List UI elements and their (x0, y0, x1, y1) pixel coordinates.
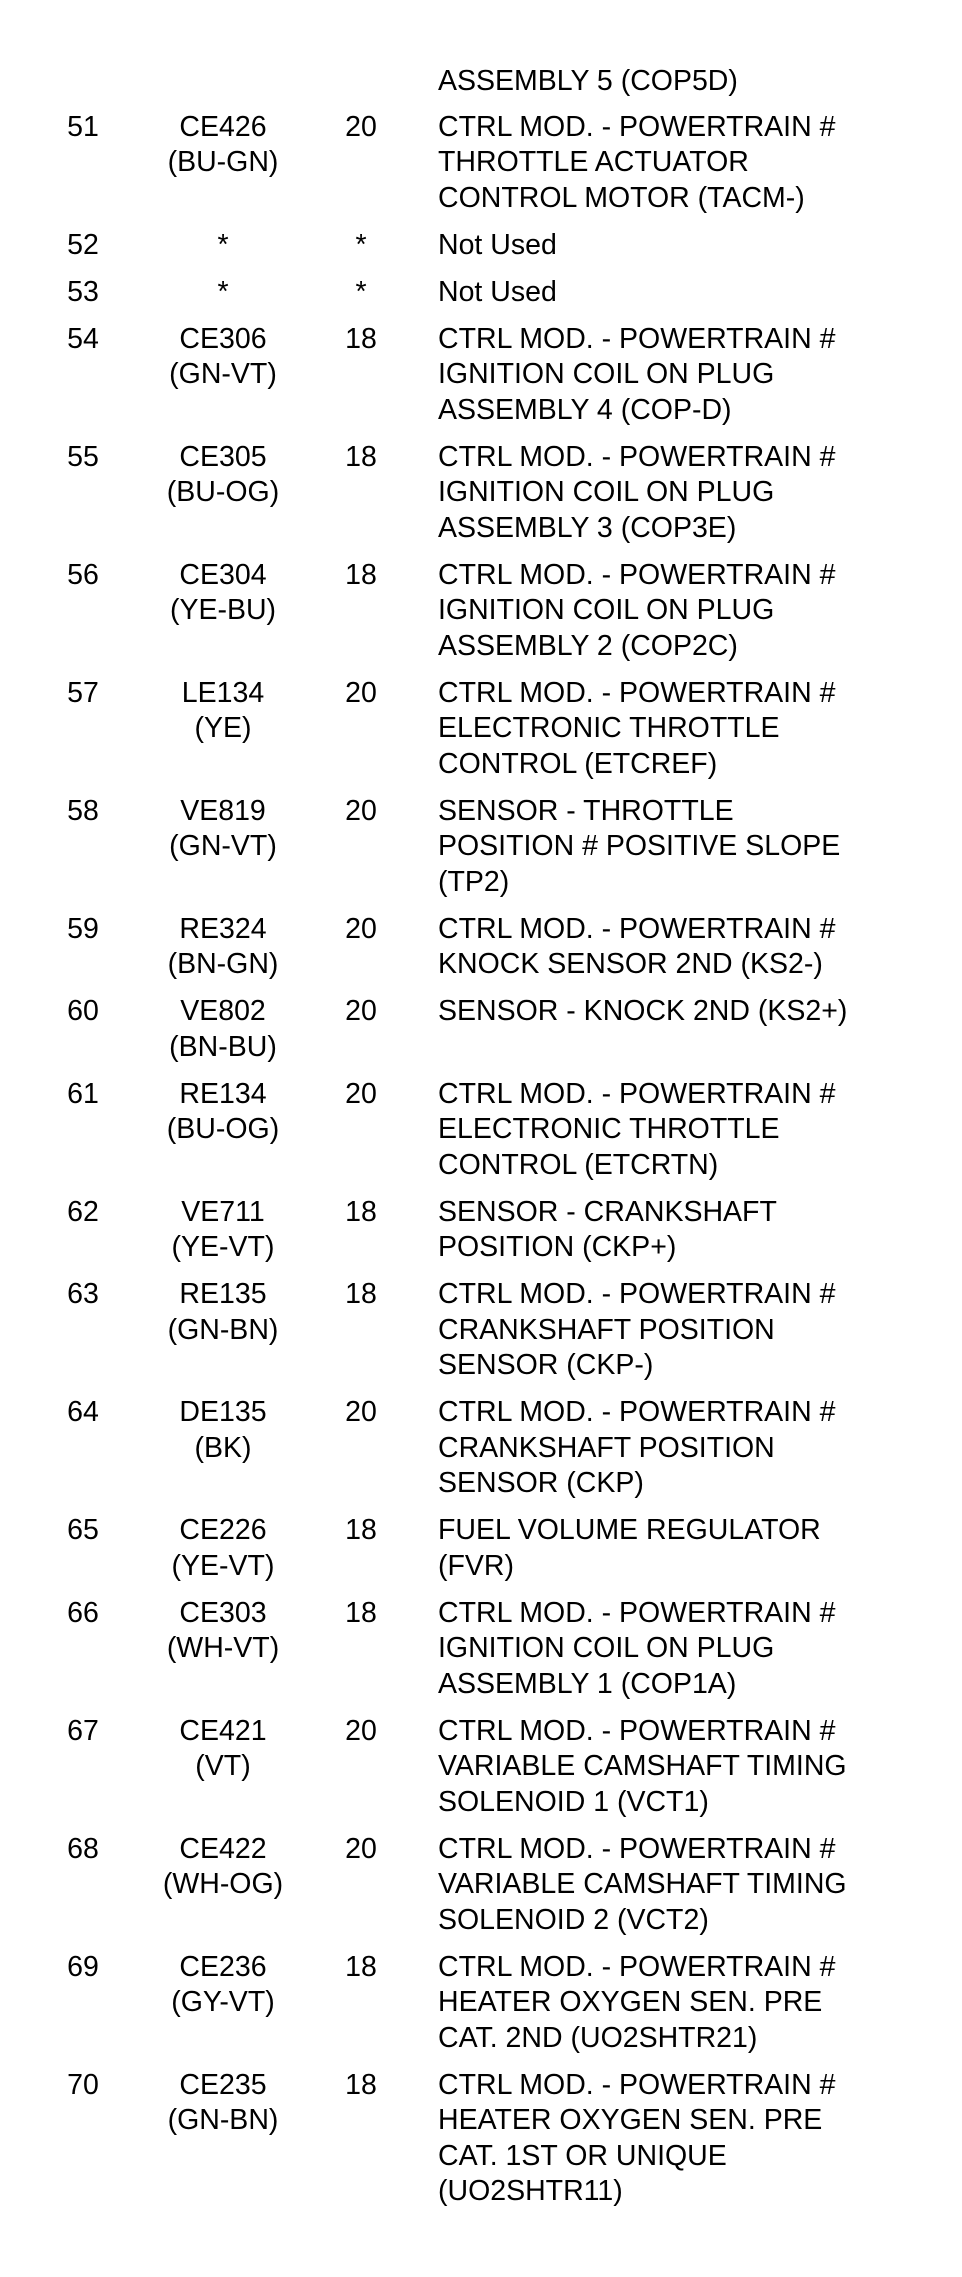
circuit-description-cell: CTRL MOD. - POWERTRAIN # IGNITION COIL ON PLUG ASSEMBLY 2 (COP2C) (438, 558, 836, 662)
circuit-description-cell: CTRL MOD. - POWERTRAIN # ELECTRONIC THROTTLE CONTROL (ETCRTN) (438, 1077, 836, 1181)
table-row (48, 1950, 928, 2057)
wire-id-cell: CE304 (YE-BU) (169, 558, 277, 626)
wire-id-cell: RE135 (GN-BN) (167, 1278, 279, 1346)
wire-id-cell: RE134 (BU-OG) (166, 1077, 280, 1145)
table-row (48, 322, 928, 429)
pin-number-cell: 68 (67, 1832, 99, 1865)
pin-number-cell: 63 (67, 1278, 99, 1310)
circuit-description-cell: SENSOR - KNOCK 2ND (KS2+) (438, 995, 848, 1027)
wire-id-cell: CE305 (BU-OG) (166, 440, 280, 508)
table-row (48, 1513, 928, 1584)
circuit-description-cell: ASSEMBLY 5 (COP5D) (438, 65, 738, 97)
wire-gauge-cell: 20 (345, 1832, 377, 1865)
wire-gauge-cell: * (355, 228, 367, 261)
pin-number-cell: 55 (67, 440, 99, 473)
wire-gauge-cell: 18 (345, 440, 377, 473)
wire-gauge-cell: 18 (345, 1195, 377, 1228)
table-row (48, 1277, 928, 1384)
circuit-description-cell: CTRL MOD. - POWERTRAIN # CRANKSHAFT POSITION SENSOR (CKP) (438, 1396, 836, 1499)
wire-id-cell: CE421 (VT) (179, 1714, 267, 1782)
wire-id-cell: * (217, 275, 229, 308)
wire-gauge-cell: 18 (345, 1514, 377, 1546)
table-row (48, 1596, 928, 1703)
wire-gauge-cell: 18 (345, 1950, 377, 1983)
pin-number-cell: 61 (67, 1077, 99, 1110)
wire-id-cell: LE134 (YE) (181, 676, 265, 744)
wire-gauge-cell: 20 (345, 110, 377, 143)
circuit-description-cell: CTRL MOD. - POWERTRAIN # VARIABLE CAMSHAFT TIMING SOLENOID 1 (VCT1) (438, 1714, 847, 1818)
table-row (48, 1832, 928, 1939)
wire-id-cell: CE422 (WH-OG) (162, 1832, 284, 1900)
circuit-description-cell: CTRL MOD. - POWERTRAIN # HEATER OXYGEN SEN. PRE CAT. 2ND (UO2SHTR21) (438, 1950, 836, 2054)
pin-number-cell: 53 (67, 275, 99, 308)
wire-id-cell: CE235 (GN-BN) (167, 2068, 279, 2136)
wire-gauge-cell: 18 (345, 1278, 377, 1310)
pin-number-cell: 67 (67, 1714, 99, 1747)
pin-number-cell: 52 (67, 228, 99, 261)
pin-number-cell: 70 (67, 2068, 99, 2101)
circuit-description-cell: Not Used (438, 228, 557, 261)
wire-gauge-cell: 18 (345, 1596, 377, 1629)
table-row (48, 1395, 928, 1502)
circuit-description-cell: CTRL MOD. - POWERTRAIN # KNOCK SENSOR 2ND (KS2-) (438, 912, 836, 980)
pin-number-cell: 54 (67, 322, 99, 355)
table-row (48, 64, 928, 100)
table-row (48, 912, 928, 983)
pin-number-cell: 60 (67, 995, 99, 1027)
wire-id-cell: CE236 (GY-VT) (171, 1950, 275, 2018)
table-row (48, 1714, 928, 1821)
table-row (48, 110, 928, 217)
wire-id-cell: CE303 (WH-VT) (166, 1596, 280, 1664)
wire-gauge-cell: 18 (345, 2068, 377, 2101)
wire-gauge-cell: 20 (345, 912, 377, 945)
wire-id-cell: VE711 (YE-VT) (171, 1195, 275, 1263)
pin-number-cell: 64 (67, 1396, 99, 1428)
wire-gauge-cell: 20 (345, 1396, 377, 1428)
wire-gauge-cell: 18 (345, 558, 377, 591)
circuit-description-cell: SENSOR - CRANKSHAFT POSITION (CKP+) (438, 1195, 777, 1263)
wire-gauge-cell: 20 (345, 1077, 377, 1110)
wire-id-cell: VE802 (BN-BU) (169, 995, 277, 1063)
circuit-description-cell: Not Used (438, 275, 557, 308)
pin-number-cell: 56 (67, 558, 99, 591)
table-row (48, 275, 928, 311)
circuit-description-cell: CTRL MOD. - POWERTRAIN # CRANKSHAFT POSITION SENSOR (CKP-) (438, 1278, 836, 1381)
table-row (48, 440, 928, 547)
pin-number-cell: 58 (67, 794, 99, 827)
wire-id-cell: CE426 (BU-GN) (167, 110, 279, 178)
wire-id-cell: VE819 (GN-VT) (169, 794, 277, 862)
wire-gauge-cell: 18 (345, 322, 377, 355)
table-row (48, 2068, 928, 2210)
circuit-description-cell: CTRL MOD. - POWERTRAIN # ELECTRONIC THROTTLE CONTROL (ETCREF) (438, 676, 836, 780)
table-row (48, 794, 928, 901)
pin-number-cell: 51 (67, 110, 99, 143)
circuit-description-cell: CTRL MOD. - POWERTRAIN # HEATER OXYGEN SEN. PRE CAT. 1ST OR UNIQUE (UO2SHTR11) (438, 2068, 836, 2207)
table-row (48, 676, 928, 783)
connector-pin-table (48, 64, 928, 2221)
wire-id-cell: DE135 (BK) (179, 1396, 267, 1464)
wire-id-cell: CE306 (GN-VT) (169, 322, 277, 390)
pin-number-cell: 57 (67, 676, 99, 709)
pin-number-cell: 65 (67, 1514, 99, 1546)
circuit-description-cell: CTRL MOD. - POWERTRAIN # IGNITION COIL ON PLUG ASSEMBLY 3 (COP3E) (438, 440, 836, 544)
circuit-description-cell: CTRL MOD. - POWERTRAIN # IGNITION COIL ON PLUG ASSEMBLY 1 (COP1A) (438, 1596, 836, 1700)
wire-id-cell: RE324 (BN-GN) (167, 912, 279, 980)
wire-gauge-cell: * (355, 275, 367, 308)
wire-gauge-cell: 20 (345, 995, 377, 1027)
wire-gauge-cell: 20 (345, 1714, 377, 1747)
pin-number-cell: 59 (67, 912, 99, 945)
circuit-description-cell: CTRL MOD. - POWERTRAIN # THROTTLE ACTUATOR CONTROL MOTOR (TACM-) (438, 110, 836, 214)
table-row (48, 1077, 928, 1184)
pin-number-cell: 69 (67, 1950, 99, 1983)
table-row (48, 228, 928, 264)
wire-gauge-cell: 20 (345, 676, 377, 709)
table-row (48, 1195, 928, 1266)
wire-id-cell: CE226 (YE-VT) (171, 1514, 275, 1582)
wire-gauge-cell: 20 (345, 794, 377, 827)
table-row (48, 994, 928, 1065)
pin-number-cell: 62 (67, 1195, 99, 1228)
wire-id-cell: * (217, 228, 229, 261)
circuit-description-cell: CTRL MOD. - POWERTRAIN # VARIABLE CAMSHAFT TIMING SOLENOID 2 (VCT2) (438, 1832, 847, 1936)
pin-number-cell: 66 (67, 1596, 99, 1629)
circuit-description-cell: SENSOR - THROTTLE POSITION # POSITIVE SLOPE (TP2) (438, 794, 841, 898)
table-row (48, 558, 928, 665)
circuit-description-cell: CTRL MOD. - POWERTRAIN # IGNITION COIL ON PLUG ASSEMBLY 4 (COP-D) (438, 322, 836, 426)
circuit-description-cell: FUEL VOLUME REGULATOR (FVR) (438, 1514, 821, 1582)
